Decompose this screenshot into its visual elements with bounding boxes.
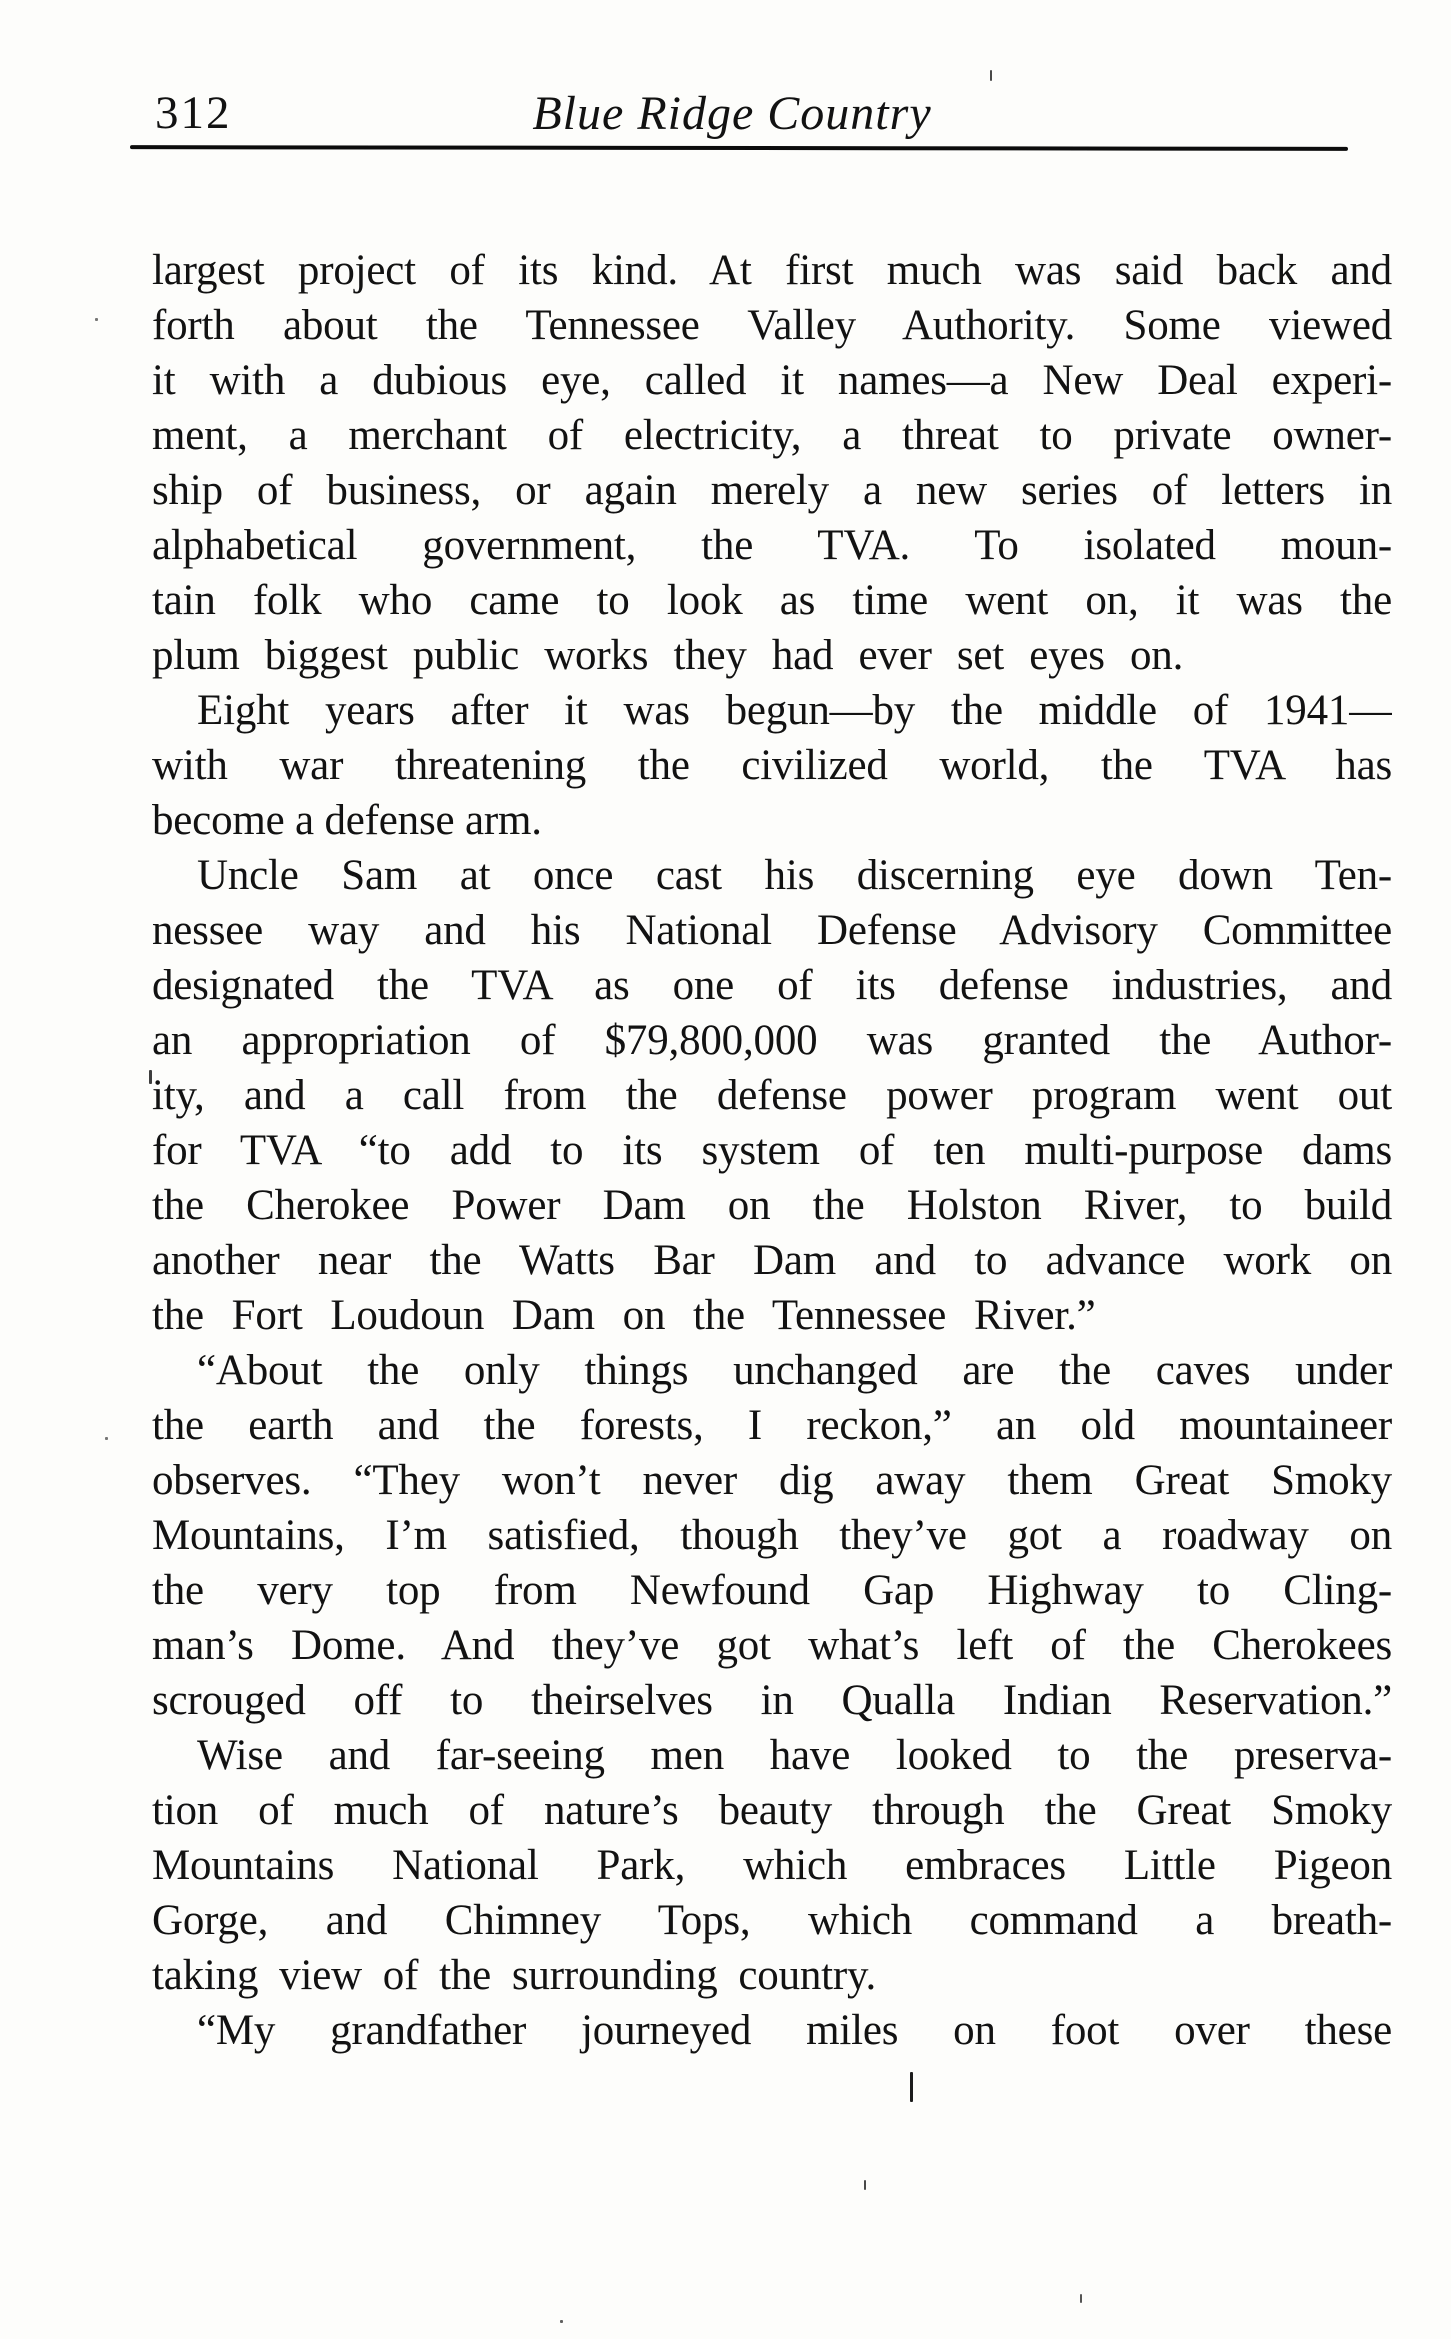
text-line: the Cherokee Power Dam on the Holston River, to build (152, 1182, 1392, 1229)
text-line: “My grandfather journeyed miles on foot over these (197, 2007, 1392, 2054)
text-line: Mountains, I’m satisfied, though they’ve got a roadway on (152, 1512, 1392, 1559)
text-line: the very top from Newfound Gap Highway to Cling- (152, 1567, 1392, 1614)
scan-speck (95, 318, 98, 321)
paragraph (152, 1728, 1392, 2003)
text-line: tain folk who came to look as time went on, it was the (152, 577, 1392, 624)
text-line: largest project of its kind. At first much was said back and (152, 247, 1392, 294)
page-body (152, 243, 1392, 2058)
text-line: become a defense arm. (152, 797, 542, 844)
text-line: observes. “They won’t never dig away them Great Smoky (152, 1457, 1392, 1504)
scan-speck (149, 1070, 152, 1084)
scan-speck (105, 1437, 108, 1440)
text-line: tion of much of nature’s beauty through the Great Smoky (152, 1787, 1392, 1834)
paragraph (152, 2003, 1392, 2058)
page-number: 312 (155, 87, 232, 139)
paragraph (152, 243, 1392, 683)
scan-speck (1080, 2294, 1082, 2303)
text-line: Wise and far-seeing men have looked to the preserva- (197, 1732, 1392, 1779)
text-line: “About the only things unchanged are the caves under (197, 1347, 1392, 1394)
text-line: nessee way and his National Defense Advisory Committee (152, 907, 1392, 954)
text-line: Gorge, and Chimney Tops, which command a breath- (152, 1897, 1392, 1944)
text-line: plum biggest public works they had ever set eyes on. (152, 632, 1184, 679)
text-line: the earth and the forests, I reckon,” an old mountaineer (152, 1402, 1392, 1449)
scan-speck (560, 2320, 563, 2323)
text-line: scrouged off to theirselves in Qualla Indian Reservation.” (152, 1677, 1392, 1724)
running-header (152, 86, 1392, 146)
text-line: the Fort Loudoun Dam on the Tennessee River.” (152, 1292, 1096, 1339)
text-line: Eight years after it was begun—by the middle of 1941— (197, 687, 1392, 734)
text-line: for TVA “to add to its system of ten multi-purpose dams (152, 1127, 1392, 1174)
text-line: another near the Watts Bar Dam and to advance work on (152, 1237, 1392, 1284)
text-line: an appropriation of $79,800,000 was granted the Author- (152, 1017, 1392, 1064)
paragraph (152, 848, 1392, 1343)
text-line: man’s Dome. And they’ve got what’s left of the Cherokees (152, 1622, 1392, 1669)
text-line: ship of business, or again merely a new series of letters in (152, 467, 1392, 514)
text-line: it with a dubious eye, called it names—a New Deal experi- (152, 357, 1392, 404)
text-line: ity, and a call from the defense power program went out (152, 1072, 1392, 1119)
text-line: alphabetical government, the TVA. To isolated moun- (152, 522, 1392, 569)
text-line: ment, a merchant of electricity, a threat to private owner- (152, 412, 1392, 459)
text-line: with war threatening the civilized world, the TVA has (152, 742, 1392, 789)
text-line: designated the TVA as one of its defense industries, and (152, 962, 1392, 1009)
scan-speck (990, 70, 992, 81)
text-line: Mountains National Park, which embraces Little Pigeon (152, 1842, 1392, 1889)
scan-speck (864, 2180, 866, 2190)
paragraph (152, 683, 1392, 848)
paragraph (152, 1343, 1392, 1728)
text-line: Uncle Sam at once cast his discerning eye down Ten- (197, 852, 1392, 899)
running-title: Blue Ridge Country (532, 87, 932, 140)
text-line: forth about the Tennessee Valley Authority. Some viewed (152, 302, 1392, 349)
text-line: taking view of the surrounding country. (152, 1952, 877, 1999)
header-rule (130, 145, 1348, 151)
scan-speck (910, 2072, 913, 2102)
